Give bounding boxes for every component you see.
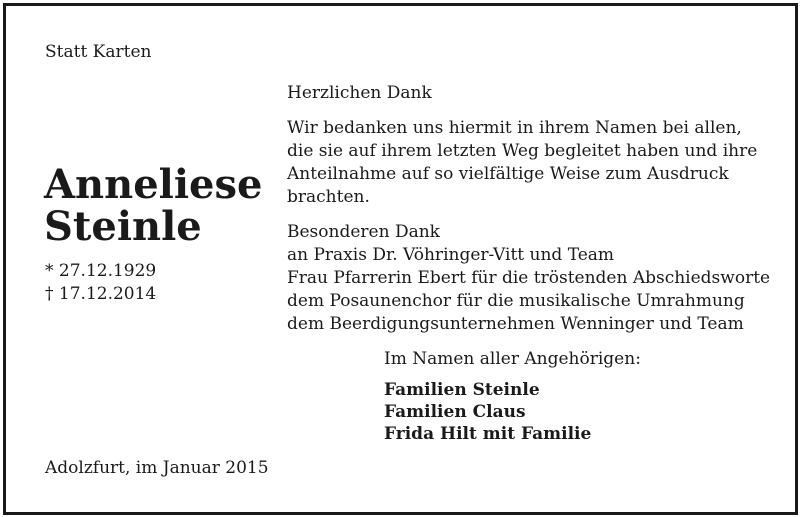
family-name: Frida Hilt mit Familie bbox=[384, 424, 592, 444]
statt-karten-label: Statt Karten bbox=[45, 42, 152, 62]
paragraph-line: Besonderen Dank bbox=[287, 222, 440, 242]
paragraph-line: an Praxis Dr. Vöhringer-Vitt und Team bbox=[287, 245, 615, 265]
greeting-heading: Herzlichen Dank bbox=[287, 83, 432, 103]
special-thanks-paragraph bbox=[287, 221, 777, 336]
paragraph-line: die sie auf ihrem letzten Weg begleitet haben und ihre bbox=[287, 141, 758, 161]
life-dates bbox=[45, 260, 156, 306]
deceased-last-name: Steinle bbox=[44, 203, 202, 250]
paragraph-line: Anteilnahme auf so vielfältige Weise zum Ausdruck bbox=[287, 164, 729, 184]
thanks-text bbox=[287, 82, 777, 336]
deceased-first-name: Anneliese bbox=[44, 161, 263, 208]
notice-frame bbox=[3, 3, 798, 515]
paragraph-line: brachten. bbox=[287, 187, 370, 207]
paragraph-line: dem Beerdigungsunternehmen Wenninger und Team bbox=[287, 314, 744, 334]
deceased-name bbox=[44, 161, 263, 250]
signature-block bbox=[384, 348, 641, 445]
place-date: Adolzfurt, im Januar 2015 bbox=[45, 458, 269, 478]
signature-intro: Im Namen aller Angehörigen: bbox=[384, 349, 641, 369]
death-date: † 17.12.2014 bbox=[45, 284, 157, 304]
paragraph-line: dem Posaunenchor für die musikalische Umrahmung bbox=[287, 291, 745, 311]
family-name: Familien Steinle bbox=[384, 380, 540, 400]
family-name: Familien Claus bbox=[384, 402, 526, 422]
thanks-paragraph bbox=[287, 117, 777, 209]
paragraph-line: Wir bedanken uns hiermit in ihrem Namen bei allen, bbox=[287, 118, 742, 138]
birth-date: * 27.12.1929 bbox=[45, 261, 157, 281]
paragraph-line: Frau Pfarrerin Ebert für die tröstenden Abschiedsworte bbox=[287, 268, 771, 288]
